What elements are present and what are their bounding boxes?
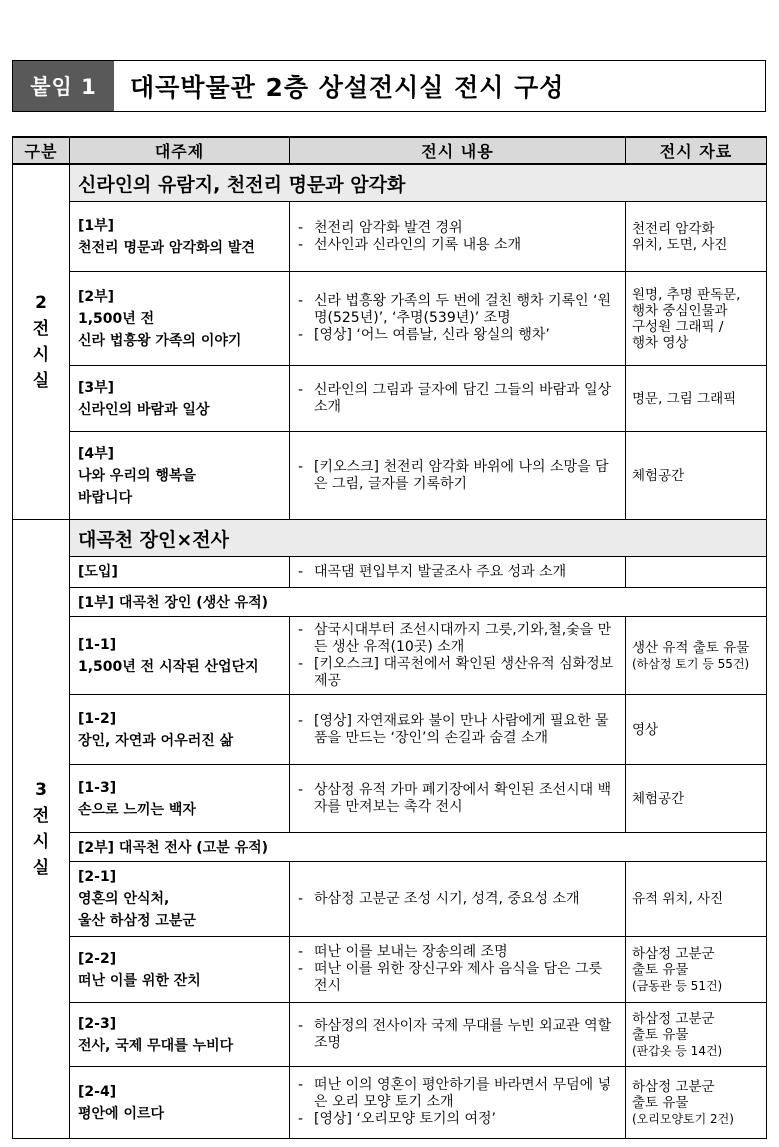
table-row <box>13 432 767 520</box>
material-line: 행차 영상 <box>632 334 689 351</box>
material-line: 구성원 그래픽 / <box>632 318 724 335</box>
header-theme: 대주제 <box>70 137 290 164</box>
material-cell <box>626 695 767 765</box>
material-line: 생산 유적 출토 유물 <box>632 639 750 656</box>
topic-title: 바랍니다 <box>78 489 133 506</box>
content-item: - 대곡댐 편입부지 발굴조사 주요 성과 소개 <box>298 563 567 580</box>
theme-row <box>13 520 767 557</box>
topic-cell <box>70 202 290 272</box>
division-cell <box>13 520 70 1139</box>
topic-title: 천전리 명문과 암각화의 발견 <box>78 239 255 256</box>
material-line: 출토 유물 <box>632 1026 689 1043</box>
topic-part: [2-3] <box>78 1015 117 1032</box>
topic-cell <box>70 432 290 520</box>
division-char: 2 <box>35 293 47 313</box>
division-cell <box>13 164 70 520</box>
topic-cell <box>70 765 290 833</box>
material-line: 행차 중심인물과 <box>632 302 728 319</box>
topic-part: [4부] <box>78 445 115 462</box>
content-cell <box>290 695 626 765</box>
material-line: 하삼정 고분군 <box>632 1078 715 1095</box>
material-cell <box>626 617 767 695</box>
material-line: 위치, 도면, 사진 <box>632 236 728 253</box>
table-row <box>13 557 767 588</box>
material-cell <box>626 366 767 432</box>
topic-part: [2-2] <box>78 950 117 967</box>
content-cell <box>290 1067 626 1139</box>
material-line: 출토 유물 <box>632 1094 689 1111</box>
material-line: 체험공간 <box>632 467 685 484</box>
topic-part: [1-2] <box>78 710 117 727</box>
topic-title: 평안에 이르다 <box>78 1105 165 1122</box>
topic-title: 신라인의 바람과 일상 <box>78 401 210 418</box>
content-item: - 삼국시대부터 조선시대까지 그릇,기와,철,숯을 만든 생산 유적(10곳) 소개 <box>298 621 612 655</box>
division-char: 시 <box>32 832 50 852</box>
content-cell <box>290 617 626 695</box>
content-item: - 천전리 암각화 발견 경위 <box>298 219 463 236</box>
topic-title: 울산 하삼정 고분군 <box>78 913 196 929</box>
content-item: - [영상] 자연재료와 불이 만나 사람에게 필요한 물품을 만드는 ‘장인’의 손길과 숨결 소개 <box>298 712 609 746</box>
material-cell <box>626 765 767 833</box>
content-cell <box>290 862 626 937</box>
material-cell <box>626 1067 767 1139</box>
table-header-row <box>13 137 767 164</box>
content-cell <box>290 937 626 1003</box>
topic-part: [1-3] <box>78 779 117 796</box>
table-row <box>13 695 767 765</box>
division-char: 전 <box>32 319 50 339</box>
table-row <box>13 272 767 366</box>
content-item: - 떠난 이의 영혼이 평안하기를 바라면서 무덤에 넣은 오리 모양 토기 소개 <box>298 1077 612 1110</box>
topic-title: 전사, 국제 무대를 누비다 <box>78 1037 234 1054</box>
division-char: 시 <box>32 345 50 365</box>
topic-cell <box>70 366 290 432</box>
content-cell <box>290 272 626 366</box>
division-char: 3 <box>35 780 47 800</box>
exhibition-table <box>12 136 767 1139</box>
material-line: 명문, 그림 그래픽 <box>632 390 737 407</box>
material-cell <box>626 432 767 520</box>
topic-part: [1부] <box>78 217 115 234</box>
content-cell <box>290 432 626 520</box>
part-heading: [2부] 대곡천 전사 (고분 유적) <box>70 833 767 862</box>
material-cell <box>626 557 767 588</box>
material-cell <box>626 862 767 937</box>
topic-title: 손으로 느끼는 백자 <box>78 801 196 818</box>
table-row <box>13 202 767 272</box>
table-row <box>13 937 767 1003</box>
topic-title: 1,500년 전 <box>78 310 155 327</box>
content-cell <box>290 557 626 588</box>
content-item: - [키오스크] 천전리 암각화 바위에 나의 소망을 담은 그림, 글자를 기록하기 <box>298 458 609 492</box>
material-cell <box>626 272 767 366</box>
table-row <box>13 617 767 695</box>
table-row <box>13 862 767 937</box>
topic-cell <box>70 695 290 765</box>
division-char: 실 <box>32 371 50 391</box>
content-item: - [영상] ‘어느 여름날, 신라 왕실의 행차’ <box>298 327 550 343</box>
content-item: - 신라 법흥왕 가족의 두 번에 걸친 행차 기록인 ‘원명(525년)’, ‘추명(539년)’ 조명 <box>298 293 612 326</box>
topic-cell <box>70 557 290 588</box>
topic-part: [도입] <box>78 564 118 580</box>
topic-part: [3부] <box>78 379 115 396</box>
topic-cell <box>70 1003 290 1067</box>
content-item: - 떠난 이를 위한 장신구와 제사 음식을 담은 그릇 전시 <box>298 961 603 994</box>
material-note: (판갑옷 등 14건) <box>632 1043 723 1058</box>
material-line: 유적 위치, 사진 <box>632 891 724 907</box>
material-line: 출토 유물 <box>632 961 689 978</box>
topic-cell <box>70 272 290 366</box>
content-item: - 하삼정 고분군 조성 시기, 성격, 중요성 소개 <box>298 890 580 907</box>
content-cell <box>290 202 626 272</box>
topic-title: 떠난 이를 위한 잔치 <box>78 972 201 989</box>
content-item: - 신라인의 그림과 글자에 담긴 그들의 바람과 일상 소개 <box>298 381 612 415</box>
material-line: 체험공간 <box>632 790 685 807</box>
material-cell <box>626 1003 767 1067</box>
topic-part: [2부] <box>78 288 115 305</box>
material-line: 원명, 추명 판독문, <box>632 286 741 303</box>
division-char: 전 <box>32 806 50 826</box>
material-line: 천전리 암각화 <box>632 220 715 237</box>
topic-cell <box>70 617 290 695</box>
part-heading: [1부] 대곡천 장인 (생산 유적) <box>70 588 767 617</box>
topic-title: 신라 법흥왕 가족의 이야기 <box>78 332 242 349</box>
table-row <box>13 765 767 833</box>
material-line: 하삼정 고분군 <box>632 1010 715 1027</box>
topic-title: 나와 우리의 행복을 <box>78 467 196 484</box>
topic-part: [1-1] <box>78 636 117 653</box>
theme-title: 대곡천 장인×전사 <box>70 520 767 557</box>
topic-cell <box>70 937 290 1003</box>
document-title: 대곡박물관 2층 상설전시실 전시 구성 <box>130 73 565 102</box>
topic-cell <box>70 862 290 937</box>
material-cell <box>626 937 767 1003</box>
content-item: - 떠난 이를 보내는 장송의례 조명 <box>298 944 508 960</box>
topic-title: 1,500년 전 시작된 산업단지 <box>78 658 259 675</box>
content-item: - 하삼정의 전사이자 국제 무대를 누빈 외교관 역할 조명 <box>298 1017 612 1051</box>
material-line: 영상 <box>632 721 659 738</box>
table-row <box>13 366 767 432</box>
content-item: - [영상] ‘오리모양 토기의 여정’ <box>298 1111 496 1127</box>
content-cell <box>290 366 626 432</box>
material-note: (하삼정 토기 등 55건) <box>632 656 750 671</box>
part-heading-row <box>13 588 767 617</box>
table-row <box>13 1067 767 1139</box>
content-item: - 상삼정 유적 가마 폐기장에서 확인된 조선시대 백자를 만져보는 촉각 전시 <box>298 781 612 815</box>
header-division: 구분 <box>13 137 70 164</box>
theme-title: 신라인의 유람지, 천전리 명문과 암각화 <box>70 164 767 202</box>
division-char: 실 <box>32 858 50 878</box>
material-note: (금동관 등 51건) <box>632 978 723 993</box>
content-cell <box>290 1003 626 1067</box>
material-cell <box>626 202 767 272</box>
material-note: (오리모양토기 2건) <box>632 1111 734 1126</box>
content-item: - [키오스크] 대곡천에서 확인된 생산유적 심화정보 제공 <box>298 655 614 689</box>
document-title-bar <box>12 60 766 112</box>
topic-title: 영혼의 안식처, <box>78 891 170 907</box>
material-line: 하삼정 고분군 <box>632 945 715 962</box>
header-content: 전시 내용 <box>290 137 626 164</box>
theme-row <box>13 164 767 202</box>
topic-title: 장인, 자연과 어우러진 삶 <box>78 732 234 749</box>
topic-part: [2-4] <box>78 1083 117 1100</box>
header-material: 전시 자료 <box>626 137 767 164</box>
content-item: - 선사인과 신라인의 기록 내용 소개 <box>298 236 522 253</box>
table-row <box>13 1003 767 1067</box>
topic-part: [2-1] <box>78 869 117 885</box>
attachment-tag: 붙임 1 <box>13 61 114 111</box>
content-cell <box>290 765 626 833</box>
part-heading-row <box>13 833 767 862</box>
topic-cell <box>70 1067 290 1139</box>
